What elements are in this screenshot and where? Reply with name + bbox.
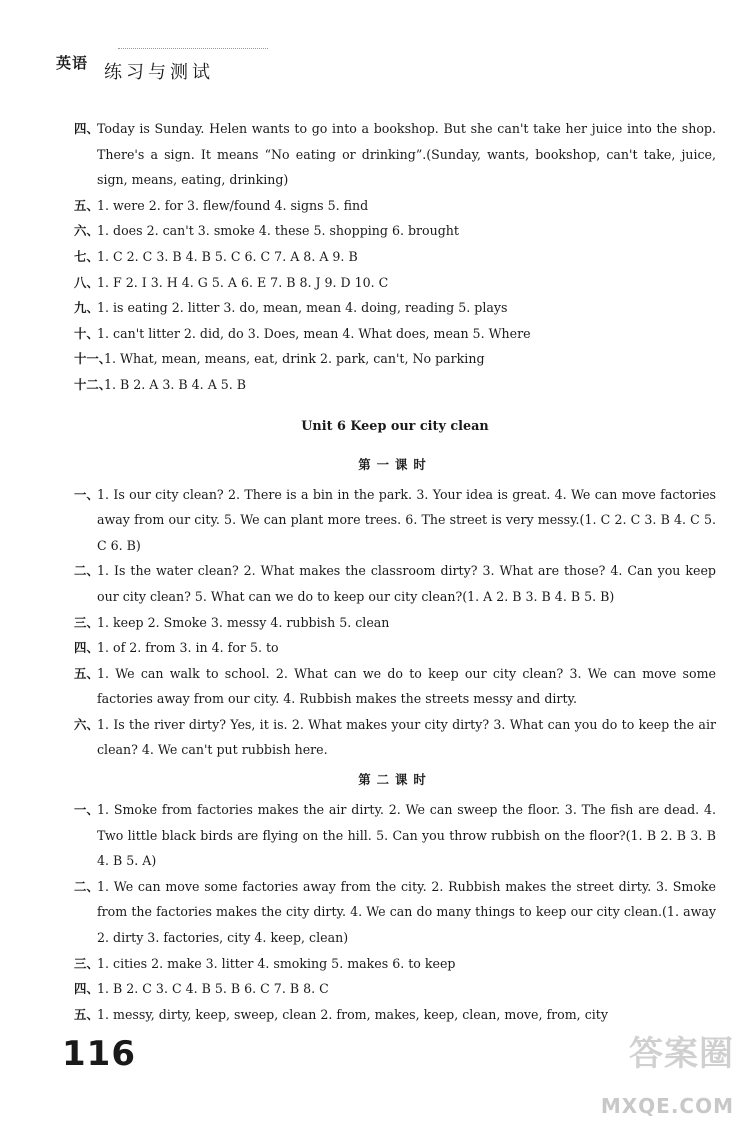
item-answer-text: 1. We can walk to school. 2. What can we do to keep our city clean? 3. We can move some factories away from our city. 4. Rubbish makes the streets messy and dirty. [97, 665, 716, 707]
item-answer-text: 1. F 2. I 3. H 4. G 5. A 6. E 7. B 8. J 9. D 10. C [97, 274, 389, 290]
answer-item [74, 635, 716, 661]
lesson-2-title: 第二课时 [358, 772, 432, 788]
item-number: 十二、 [74, 376, 112, 392]
watermark-logo: 答案圈 [629, 1034, 734, 1074]
item-number: 三、 [74, 614, 99, 630]
unit-title: Unit 6 Keep our city clean [301, 418, 489, 434]
item-number: 五、 [74, 197, 99, 213]
answer-item [74, 372, 716, 398]
answer-item [74, 558, 716, 609]
item-answer-text: 1. Is the river dirty? Yes, it is. 2. What makes your city dirty? 3. What can you do to keep the air clean? 4. We can't put rubbish here. [97, 716, 716, 758]
item-answer-text: 1. is eating 2. litter 3. do, mean, mean 4. doing, reading 5. plays [97, 300, 508, 316]
item-answer-text: 1. can't litter 2. did, do 3. Does, mean 4. What does, mean 5. Where [97, 325, 531, 341]
answer-item [74, 951, 716, 977]
item-number: 七、 [74, 248, 99, 264]
item-number: 四、 [74, 640, 99, 656]
item-answer-text: 1. were 2. for 3. flew/found 4. signs 5. find [97, 197, 369, 213]
running-header [56, 46, 256, 86]
item-answer-text: 1. of 2. from 3. in 4. for 5. to [97, 640, 279, 656]
lesson-1-title: 第一课时 [358, 456, 432, 472]
item-answer-text: 1. We can move some factories away from the city. 2. Rubbish makes the street dirty. 3. Smoke from the factories makes the city dirty. 4. We can do many things to keep our city clean.(1. away 2. dirty 3. factories, city 4. keep, clean) [97, 878, 716, 946]
answer-item [74, 1002, 716, 1028]
item-number: 二、 [74, 563, 99, 579]
item-answer-text: 1. B 2. C 3. C 4. B 5. B 6. C 7. B 8. C [97, 981, 329, 997]
item-answer-text: 1. keep 2. Smoke 3. messy 4. rubbish 5. clean [97, 614, 390, 630]
answer-item [74, 797, 716, 874]
answer-item [74, 270, 716, 296]
item-answer-text: Today is Sunday. Helen wants to go into a bookshop. But she can't take her juice into the shop. There's a sign. It means “No eating or drinking”.(Sunday, wants, bookshop, can't take, juice, sign, means, eating, drinking) [97, 121, 716, 188]
item-number: 四、 [74, 981, 99, 997]
item-answer-text: 1. Is the water clean? 2. What makes the classroom dirty? 3. What are those? 4. Can you keep our city clean? 5. What can we do to keep our city clean?(1. A 2. B 3. B 4. B 5. B) [97, 563, 716, 604]
item-number: 三、 [74, 955, 99, 971]
answer-item [74, 116, 716, 193]
item-number: 九、 [74, 300, 99, 316]
answer-content [74, 116, 716, 1027]
answer-item [74, 874, 716, 951]
answer-item [74, 321, 716, 347]
item-answer-text: 1. What, mean, means, eat, drink 2. park, can't, No parking [104, 351, 485, 367]
item-answer-text: 1. Is our city clean? 2. There is a bin in the park. 3. Your idea is great. 4. We can move factories away from our city. 5. We can plant more trees. 6. The street is very messy.(1. C 2. C 3. B 4. C 5. C 6. B) [97, 486, 716, 553]
answer-item [74, 482, 716, 559]
answer-item [74, 218, 716, 244]
item-number: 六、 [74, 223, 99, 239]
lesson-1-items [74, 482, 716, 764]
item-number: 四、 [74, 121, 99, 136]
item-number: 五、 [74, 665, 99, 681]
answer-item [74, 976, 716, 1002]
item-answer-text: 1. messy, dirty, keep, sweep, clean 2. from, makes, keep, clean, move, from, city [97, 1006, 608, 1022]
answer-item [74, 193, 716, 219]
item-number: 十、 [74, 325, 99, 341]
answer-item [74, 346, 716, 372]
item-number: 一、 [74, 486, 99, 502]
answer-item [74, 712, 716, 763]
answer-item [74, 610, 716, 636]
book-title: 练习与测试 [104, 62, 214, 83]
answer-item [74, 244, 716, 270]
page-number: 116 [62, 1034, 136, 1074]
item-number: 五、 [74, 1006, 99, 1022]
watermark [600, 1026, 740, 1118]
item-answer-text: 1. does 2. can't 3. smoke 4. these 5. shopping 6. brought [97, 223, 459, 239]
item-number: 二、 [74, 878, 99, 894]
unit5-sections [74, 116, 716, 398]
item-number: 一、 [74, 802, 99, 818]
item-answer-text: 1. Smoke from factories makes the air dirty. 2. We can sweep the floor. 3. The fish are dead. 4. Two little black birds are flying on the hill. 5. Can you throw rubbish on the floor?(1. B 2. B 3. B 4. B 5. A) [97, 802, 716, 869]
item-answer-text: 1. cities 2. make 3. litter 4. smoking 5. makes 6. to keep [97, 955, 456, 971]
watermark-site: MXQE.COM [600, 1094, 734, 1118]
item-number: 八、 [74, 274, 99, 290]
item-answer-text: 1. B 2. A 3. B 4. A 5. B [104, 376, 247, 392]
lesson-2-items [74, 797, 716, 1027]
answer-item [74, 295, 716, 321]
subject-label: 英语 [56, 54, 89, 72]
item-number: 六、 [74, 716, 99, 732]
item-number: 十一、 [74, 351, 112, 367]
answer-item [74, 661, 716, 712]
header-dotted-rule [118, 48, 268, 49]
item-answer-text: 1. C 2. C 3. B 4. B 5. C 6. C 7. A 8. A 9. B [97, 248, 358, 264]
